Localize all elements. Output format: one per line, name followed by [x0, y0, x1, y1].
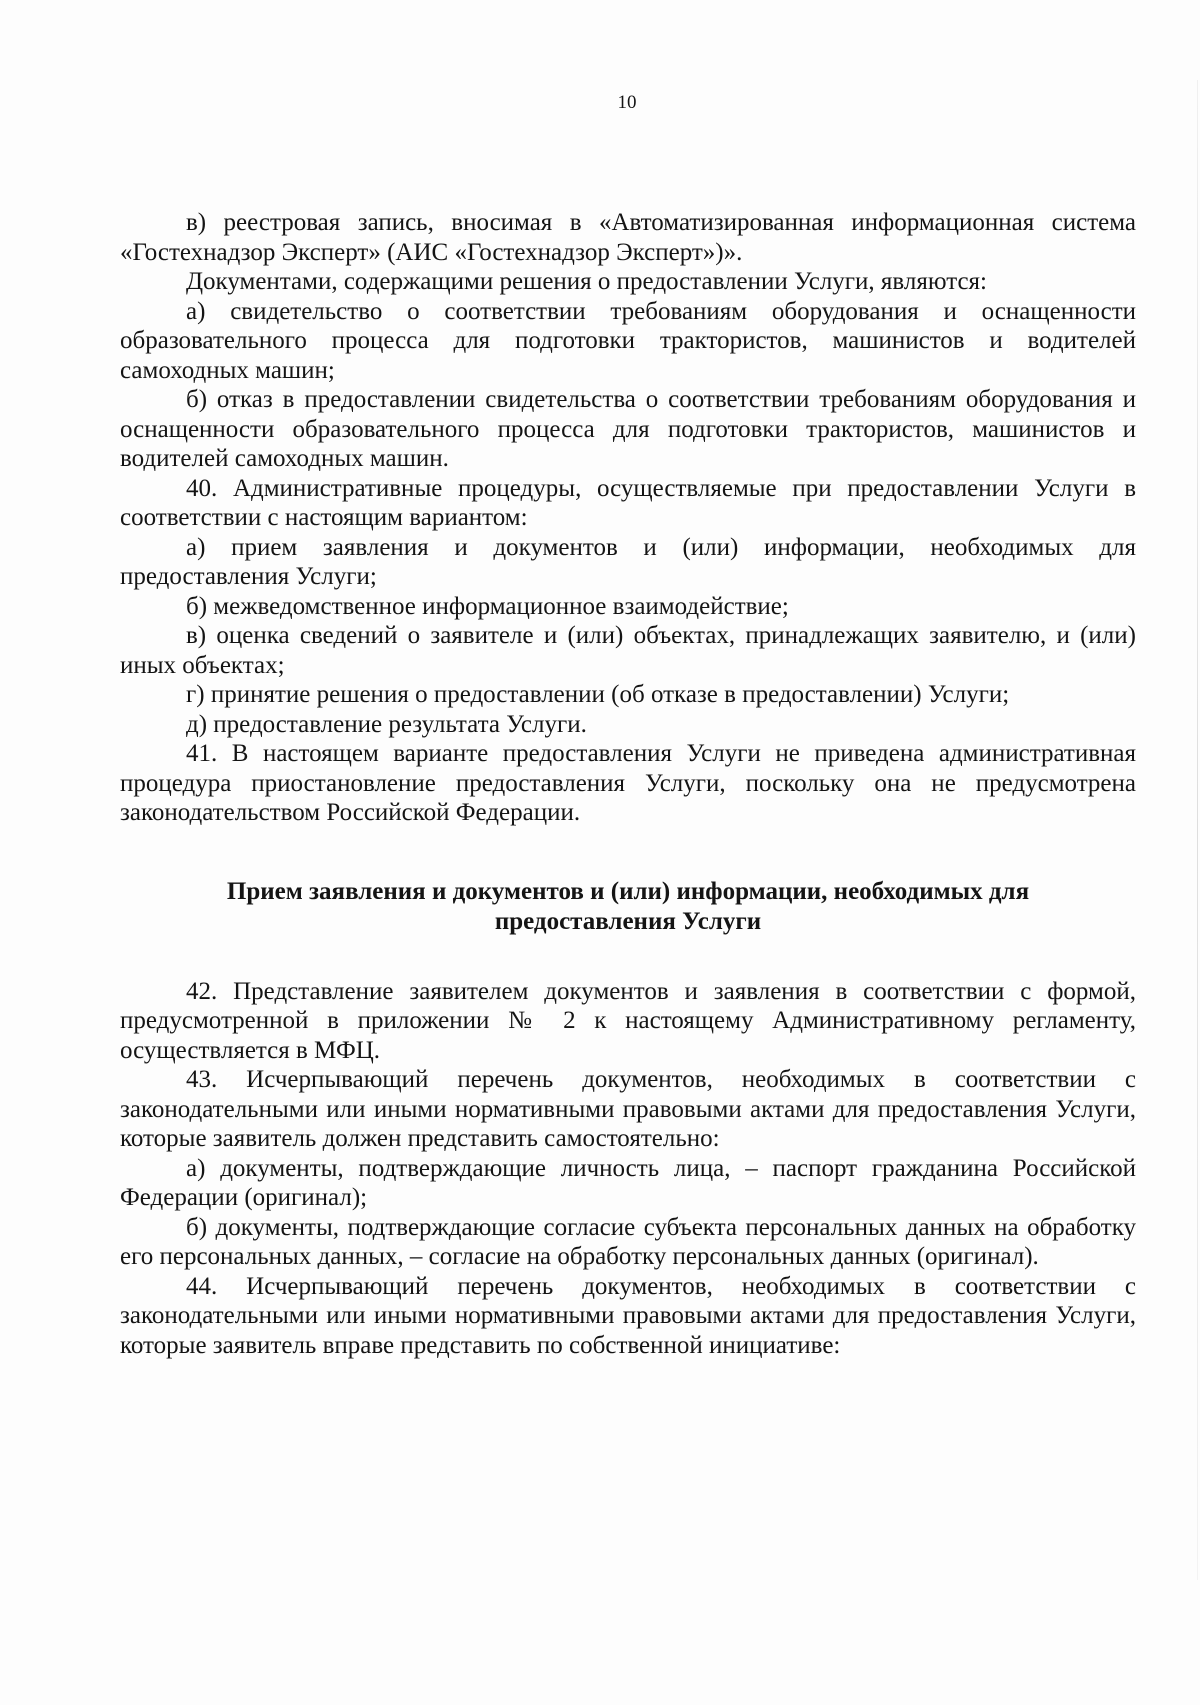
paragraph-decision-documents: Документами, содержащими решения о предоставлении Услуги, являются: — [186, 268, 987, 295]
paragraph-registry-entry: в) реестровая запись, вносимая в «Автоматизированная информационная система «Гостехнадзор Эксперт» (АИС «Гостехнадзор Эксперт»)». — [120, 209, 1136, 266]
paragraph-40-v: в) оценка сведений о заявителе и (или) объектах, принадлежащих заявителю, и (или) иных объектах; — [120, 622, 1136, 679]
paragraph-43-a: а) документы, подтверждающие личность лица, – паспорт гражданина Российской Федерации (оригинал); — [120, 1154, 1136, 1211]
page-number: 10 — [617, 92, 637, 113]
paragraph-43-b: б) документы, подтверждающие согласие субъекта персональных данных на обработку его персональных данных, – согласие на обработку персональных данных (оригинал). — [120, 1213, 1136, 1270]
paragraph-42: 42. Представление заявителем документов и заявления в соответствии с формой, предусмотренной в приложении № 2 к настоящему Административному регламенту, осуществляется в МФЦ. — [120, 977, 1136, 1064]
paragraph-40-g: г) принятие решения о предоставлении (об отказе в предоставлении) Услуги; — [186, 681, 1010, 708]
section-heading: Прием заявления и документов и (или) информации, необходимых для предоставления Услуги — [226, 877, 1030, 935]
paragraph-40: 40. Административные процедуры, осуществляемые при предоставлении Услуги в соответствии с настоящим вариантом: — [120, 474, 1136, 531]
scan-edge-shadow — [1197, 80, 1198, 1580]
paragraph-certificate: а) свидетельство о соответствии требованиям оборудования и оснащенности образовательного процесса для подготовки трактористов, машинистов и водителей самоходных машин; — [120, 297, 1136, 384]
paragraph-43: 43. Исчерпывающий перечень документов, необходимых в соответствии с законодательными или иными нормативными правовыми актами для предоставления Услуги, которые заявитель должен представить самостоятельно: — [120, 1066, 1136, 1152]
paragraph-40-a: а) прием заявления и документов и (или) информации, необходимых для предоставления Услуги; — [120, 533, 1136, 590]
document-body — [120, 208, 1136, 1360]
paragraph-40-d: д) предоставление результата Услуги. — [186, 710, 587, 738]
paragraph-44: 44. Исчерпывающий перечень документов, необходимых в соответствии с законодательными или иными нормативными правовыми актами для предоставления Услуги, которые заявитель вправе представить по собственной инициативе: — [120, 1272, 1136, 1359]
paragraph-refusal: б) отказ в предоставлении свидетельства о соответствии требованиям оборудования и оснащенности образовательного процесса для подготовки трактористов, машинистов и водителей самоходных машин. — [120, 386, 1136, 472]
paragraph-40-b: б) межведомственное информационное взаимодействие; — [186, 592, 789, 620]
paragraph-41: 41. В настоящем варианте предоставления Услуги не приведена административная процедура приостановление предоставления Услуги, поскольку она не предусмотрена законодательством Российской Федерации. — [120, 740, 1136, 826]
